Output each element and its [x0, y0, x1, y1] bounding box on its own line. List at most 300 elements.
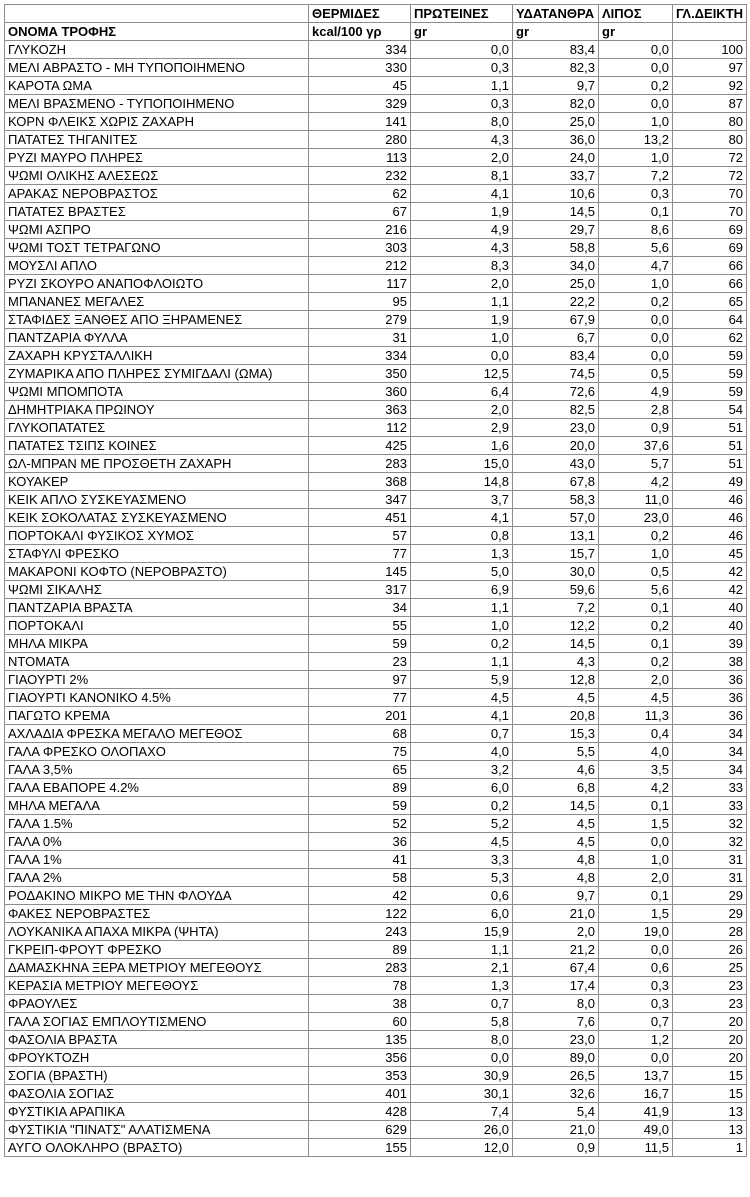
carbs-cell[interactable]: 15,7 [513, 545, 599, 563]
carbs-cell[interactable]: 67,4 [513, 959, 599, 977]
carbs-cell[interactable]: 17,4 [513, 977, 599, 995]
carbs-cell[interactable]: 4,8 [513, 869, 599, 887]
glycemic-index-cell[interactable]: 46 [673, 527, 747, 545]
protein-cell[interactable]: 1,1 [411, 77, 513, 95]
fat-cell[interactable]: 0,2 [599, 293, 673, 311]
glycemic-index-cell[interactable]: 42 [673, 563, 747, 581]
protein-cell[interactable]: 26,0 [411, 1121, 513, 1139]
glycemic-index-cell[interactable]: 40 [673, 599, 747, 617]
carbs-cell[interactable]: 67,8 [513, 473, 599, 491]
calories-cell[interactable]: 350 [309, 365, 411, 383]
fat-cell[interactable]: 0,1 [599, 203, 673, 221]
fat-cell[interactable]: 23,0 [599, 509, 673, 527]
carbs-cell[interactable]: 43,0 [513, 455, 599, 473]
glycemic-index-cell[interactable]: 59 [673, 383, 747, 401]
calories-cell[interactable]: 243 [309, 923, 411, 941]
fat-cell[interactable]: 1,0 [599, 851, 673, 869]
carbs-cell[interactable]: 23,0 [513, 1031, 599, 1049]
fat-cell[interactable]: 0,0 [599, 833, 673, 851]
fat-cell[interactable]: 11,3 [599, 707, 673, 725]
food-name-cell[interactable]: ΚΟΥΑΚΕΡ [5, 473, 309, 491]
protein-cell[interactable]: 15,0 [411, 455, 513, 473]
calories-cell[interactable]: 113 [309, 149, 411, 167]
fat-cell[interactable]: 0,2 [599, 617, 673, 635]
calories-cell[interactable]: 97 [309, 671, 411, 689]
carbs-cell[interactable]: 32,6 [513, 1085, 599, 1103]
calories-cell[interactable]: 141 [309, 113, 411, 131]
carbs-cell[interactable]: 21,0 [513, 905, 599, 923]
calories-cell[interactable]: 122 [309, 905, 411, 923]
carbs-cell[interactable]: 58,3 [513, 491, 599, 509]
calories-cell[interactable]: 89 [309, 779, 411, 797]
fat-cell[interactable]: 1,0 [599, 275, 673, 293]
calories-cell[interactable]: 77 [309, 545, 411, 563]
calories-cell[interactable]: 57 [309, 527, 411, 545]
protein-cell[interactable]: 4,1 [411, 509, 513, 527]
fat-cell[interactable]: 4,0 [599, 743, 673, 761]
calories-cell[interactable]: 356 [309, 1049, 411, 1067]
calories-cell[interactable]: 112 [309, 419, 411, 437]
calories-cell[interactable]: 368 [309, 473, 411, 491]
fat-cell[interactable]: 1,0 [599, 113, 673, 131]
glycemic-index-cell[interactable]: 70 [673, 185, 747, 203]
calories-cell[interactable]: 135 [309, 1031, 411, 1049]
glycemic-index-cell[interactable]: 51 [673, 419, 747, 437]
carbs-cell[interactable]: 14,5 [513, 635, 599, 653]
carbs-cell[interactable]: 74,5 [513, 365, 599, 383]
protein-cell[interactable]: 0,0 [411, 1049, 513, 1067]
glycemic-index-cell[interactable]: 33 [673, 779, 747, 797]
fat-cell[interactable]: 3,5 [599, 761, 673, 779]
carbs-cell[interactable]: 13,1 [513, 527, 599, 545]
glycemic-index-cell[interactable]: 97 [673, 59, 747, 77]
glycemic-index-cell[interactable]: 59 [673, 347, 747, 365]
glycemic-index-cell[interactable]: 34 [673, 743, 747, 761]
protein-cell[interactable]: 0,7 [411, 725, 513, 743]
carbs-cell[interactable]: 21,0 [513, 1121, 599, 1139]
food-name-cell[interactable]: ΠΑΤΑΤΕΣ ΒΡΑΣΤΕΣ [5, 203, 309, 221]
calories-cell[interactable]: 78 [309, 977, 411, 995]
carbs-cell[interactable]: 58,8 [513, 239, 599, 257]
glycemic-index-cell[interactable]: 15 [673, 1067, 747, 1085]
glycemic-index-cell[interactable]: 65 [673, 293, 747, 311]
glycemic-index-cell[interactable]: 72 [673, 149, 747, 167]
food-name-cell[interactable]: ΓΑΛΑ ΦΡΕΣΚΟ ΟΛΟΠΑΧΟ [5, 743, 309, 761]
fat-cell[interactable]: 11,5 [599, 1139, 673, 1157]
fat-cell[interactable]: 0,0 [599, 941, 673, 959]
protein-cell[interactable]: 8,0 [411, 1031, 513, 1049]
carbs-cell[interactable]: 9,7 [513, 887, 599, 905]
calories-cell[interactable]: 41 [309, 851, 411, 869]
glycemic-index-cell[interactable]: 13 [673, 1121, 747, 1139]
glycemic-index-cell[interactable]: 20 [673, 1031, 747, 1049]
calories-cell[interactable]: 317 [309, 581, 411, 599]
carbs-cell[interactable]: 4,6 [513, 761, 599, 779]
glycemic-index-cell[interactable]: 36 [673, 671, 747, 689]
calories-cell[interactable]: 283 [309, 959, 411, 977]
protein-cell[interactable]: 1,3 [411, 977, 513, 995]
fat-cell[interactable]: 19,0 [599, 923, 673, 941]
calories-cell[interactable]: 52 [309, 815, 411, 833]
fat-cell[interactable]: 0,2 [599, 653, 673, 671]
food-name-cell[interactable]: ΓΑΛΑ 0% [5, 833, 309, 851]
protein-cell[interactable]: 5,8 [411, 1013, 513, 1031]
protein-cell[interactable]: 1,9 [411, 203, 513, 221]
food-name-cell[interactable]: ΓΛΥΚΟΖΗ [5, 41, 309, 59]
protein-cell[interactable]: 1,0 [411, 329, 513, 347]
calories-cell[interactable]: 401 [309, 1085, 411, 1103]
protein-cell[interactable]: 12,0 [411, 1139, 513, 1157]
glycemic-index-cell[interactable]: 69 [673, 239, 747, 257]
calories-cell[interactable]: 75 [309, 743, 411, 761]
food-name-cell[interactable]: ΚΟΡΝ ΦΛΕΙΚΣ ΧΩΡΙΣ ΖΑΧΑΡΗ [5, 113, 309, 131]
glycemic-index-cell[interactable]: 80 [673, 113, 747, 131]
glycemic-index-cell[interactable]: 66 [673, 257, 747, 275]
protein-cell[interactable]: 14,8 [411, 473, 513, 491]
fat-cell[interactable]: 0,5 [599, 365, 673, 383]
protein-cell[interactable]: 30,9 [411, 1067, 513, 1085]
carbs-cell[interactable]: 67,9 [513, 311, 599, 329]
glycemic-index-cell[interactable]: 42 [673, 581, 747, 599]
fat-cell[interactable]: 0,2 [599, 77, 673, 95]
carbs-cell[interactable]: 89,0 [513, 1049, 599, 1067]
food-name-cell[interactable]: ΜΕΛΙ ΑΒΡΑΣΤΟ - ΜΗ ΤΥΠΟΠΟΙΗΜΕΝΟ [5, 59, 309, 77]
carbs-cell[interactable]: 12,2 [513, 617, 599, 635]
carbs-cell[interactable]: 20,0 [513, 437, 599, 455]
food-name-cell[interactable]: ΜΗΛΑ ΜΙΚΡΑ [5, 635, 309, 653]
glycemic-index-cell[interactable]: 28 [673, 923, 747, 941]
protein-cell[interactable]: 30,1 [411, 1085, 513, 1103]
calories-cell[interactable]: 279 [309, 311, 411, 329]
protein-cell[interactable]: 0,6 [411, 887, 513, 905]
glycemic-index-cell[interactable]: 70 [673, 203, 747, 221]
carbs-cell[interactable]: 83,4 [513, 41, 599, 59]
header-cell-food-name[interactable]: ΟΝΟΜΑ ΤΡΟΦΗΣ [5, 23, 309, 41]
header-cell[interactable] [5, 5, 309, 23]
glycemic-index-cell[interactable]: 64 [673, 311, 747, 329]
glycemic-index-cell[interactable]: 36 [673, 689, 747, 707]
fat-cell[interactable]: 0,0 [599, 311, 673, 329]
protein-cell[interactable]: 1,3 [411, 545, 513, 563]
header-cell-unit-gr[interactable]: gr [599, 23, 673, 41]
carbs-cell[interactable]: 5,5 [513, 743, 599, 761]
fat-cell[interactable]: 0,7 [599, 1013, 673, 1031]
protein-cell[interactable]: 1,1 [411, 653, 513, 671]
calories-cell[interactable]: 23 [309, 653, 411, 671]
food-name-cell[interactable]: ΣΤΑΦΥΛΙ ΦΡΕΣΚΟ [5, 545, 309, 563]
glycemic-index-cell[interactable]: 62 [673, 329, 747, 347]
glycemic-index-cell[interactable]: 45 [673, 545, 747, 563]
calories-cell[interactable]: 283 [309, 455, 411, 473]
carbs-cell[interactable]: 4,5 [513, 689, 599, 707]
calories-cell[interactable]: 117 [309, 275, 411, 293]
food-name-cell[interactable]: ΦΥΣΤΙΚΙΑ "ΠΙΝΑΤΣ" ΑΛΑΤΙΣΜΕΝΑ [5, 1121, 309, 1139]
protein-cell[interactable]: 5,2 [411, 815, 513, 833]
carbs-cell[interactable]: 20,8 [513, 707, 599, 725]
food-name-cell[interactable]: ΝΤΟΜΑΤΑ [5, 653, 309, 671]
food-name-cell[interactable]: ΓΑΛΑ ΕΒΑΠΟΡΕ 4.2% [5, 779, 309, 797]
food-name-cell[interactable]: ΨΩΜΙ ΟΛΙΚΗΣ ΑΛΕΣΕΩΣ [5, 167, 309, 185]
protein-cell[interactable]: 2,0 [411, 275, 513, 293]
food-name-cell[interactable]: ΔΑΜΑΣΚΗΝΑ ΞΕΡΑ ΜΕΤΡΙΟΥ ΜΕΓΕΘΟΥΣ [5, 959, 309, 977]
protein-cell[interactable]: 2,0 [411, 149, 513, 167]
food-name-cell[interactable]: ΩΛ-ΜΠΡΑΝ ΜΕ ΠΡΟΣΘΕΤΗ ΖΑΧΑΡΗ [5, 455, 309, 473]
food-name-cell[interactable]: ΜΑΚΑΡΟΝΙ ΚΟΦΤΟ (ΝΕΡΟΒΡΑΣΤΟ) [5, 563, 309, 581]
carbs-cell[interactable]: 25,0 [513, 113, 599, 131]
fat-cell[interactable]: 49,0 [599, 1121, 673, 1139]
glycemic-index-cell[interactable]: 26 [673, 941, 747, 959]
glycemic-index-cell[interactable]: 49 [673, 473, 747, 491]
glycemic-index-cell[interactable]: 59 [673, 365, 747, 383]
glycemic-index-cell[interactable]: 40 [673, 617, 747, 635]
fat-cell[interactable]: 4,9 [599, 383, 673, 401]
food-name-cell[interactable]: ΨΩΜΙ ΣΙΚΑΛΗΣ [5, 581, 309, 599]
glycemic-index-cell[interactable]: 25 [673, 959, 747, 977]
protein-cell[interactable]: 0,2 [411, 797, 513, 815]
header-cell-unit-gr[interactable]: gr [411, 23, 513, 41]
food-name-cell[interactable]: ΦΡΟΥΚΤΟΖΗ [5, 1049, 309, 1067]
food-name-cell[interactable]: ΑΥΓΟ ΟΛΟΚΛΗΡΟ (ΒΡΑΣΤΟ) [5, 1139, 309, 1157]
glycemic-index-cell[interactable]: 38 [673, 653, 747, 671]
protein-cell[interactable]: 6,4 [411, 383, 513, 401]
food-name-cell[interactable]: ΣΟΓΙΑ (ΒΡΑΣΤΗ) [5, 1067, 309, 1085]
fat-cell[interactable]: 0,1 [599, 887, 673, 905]
header-cell-glycemic-index[interactable]: ΓΛ.ΔΕΙΚΤΗ [673, 5, 747, 23]
food-name-cell[interactable]: ΜΕΛΙ ΒΡΑΣΜΕΝΟ - ΤΥΠΟΠΟΙΗΜΕΝΟ [5, 95, 309, 113]
carbs-cell[interactable]: 23,0 [513, 419, 599, 437]
glycemic-index-cell[interactable]: 20 [673, 1013, 747, 1031]
protein-cell[interactable]: 5,0 [411, 563, 513, 581]
glycemic-index-cell[interactable]: 46 [673, 509, 747, 527]
calories-cell[interactable]: 353 [309, 1067, 411, 1085]
protein-cell[interactable]: 4,9 [411, 221, 513, 239]
fat-cell[interactable]: 1,5 [599, 815, 673, 833]
protein-cell[interactable]: 3,2 [411, 761, 513, 779]
protein-cell[interactable]: 5,3 [411, 869, 513, 887]
calories-cell[interactable]: 232 [309, 167, 411, 185]
fat-cell[interactable]: 16,7 [599, 1085, 673, 1103]
protein-cell[interactable]: 4,5 [411, 833, 513, 851]
food-name-cell[interactable]: ΠΟΡΤΟΚΑΛΙ ΦΥΣΙΚΟΣ ΧΥΜΟΣ [5, 527, 309, 545]
glycemic-index-cell[interactable]: 15 [673, 1085, 747, 1103]
fat-cell[interactable]: 5,7 [599, 455, 673, 473]
calories-cell[interactable]: 363 [309, 401, 411, 419]
carbs-cell[interactable]: 21,2 [513, 941, 599, 959]
protein-cell[interactable]: 7,4 [411, 1103, 513, 1121]
carbs-cell[interactable]: 82,3 [513, 59, 599, 77]
carbs-cell[interactable]: 6,8 [513, 779, 599, 797]
calories-cell[interactable]: 65 [309, 761, 411, 779]
carbs-cell[interactable]: 4,8 [513, 851, 599, 869]
glycemic-index-cell[interactable]: 34 [673, 725, 747, 743]
food-name-cell[interactable]: ΜΟΥΣΛΙ ΑΠΛΟ [5, 257, 309, 275]
carbs-cell[interactable]: 36,0 [513, 131, 599, 149]
protein-cell[interactable]: 1,1 [411, 293, 513, 311]
glycemic-index-cell[interactable]: 100 [673, 41, 747, 59]
glycemic-index-cell[interactable]: 92 [673, 77, 747, 95]
calories-cell[interactable]: 45 [309, 77, 411, 95]
fat-cell[interactable]: 0,2 [599, 527, 673, 545]
food-name-cell[interactable]: ΡΟΔΑΚΙΝΟ ΜΙΚΡΟ ΜΕ ΤΗΝ ΦΛΟΥΔΑ [5, 887, 309, 905]
calories-cell[interactable]: 67 [309, 203, 411, 221]
fat-cell[interactable]: 0,5 [599, 563, 673, 581]
glycemic-index-cell[interactable]: 66 [673, 275, 747, 293]
carbs-cell[interactable]: 24,0 [513, 149, 599, 167]
protein-cell[interactable]: 8,3 [411, 257, 513, 275]
food-name-cell[interactable]: ΚΕΡΑΣΙΑ ΜΕΤΡΙΟΥ ΜΕΓΕΘΟΥΣ [5, 977, 309, 995]
carbs-cell[interactable]: 25,0 [513, 275, 599, 293]
header-cell-carbs[interactable]: ΥΔΑΤΑΝΘΡΑ [513, 5, 599, 23]
food-name-cell[interactable]: ΣΤΑΦΙΔΕΣ ΞΑΝΘΕΣ ΑΠΟ ΞΗΡΑΜΕΝΕΣ [5, 311, 309, 329]
food-name-cell[interactable]: ΠΑΤΑΤΕΣ ΤΗΓΑΝΙΤΕΣ [5, 131, 309, 149]
protein-cell[interactable]: 4,5 [411, 689, 513, 707]
glycemic-index-cell[interactable]: 13 [673, 1103, 747, 1121]
carbs-cell[interactable]: 34,0 [513, 257, 599, 275]
protein-cell[interactable]: 0,2 [411, 635, 513, 653]
glycemic-index-cell[interactable]: 23 [673, 995, 747, 1013]
protein-cell[interactable]: 4,1 [411, 185, 513, 203]
carbs-cell[interactable]: 57,0 [513, 509, 599, 527]
protein-cell[interactable]: 1,6 [411, 437, 513, 455]
fat-cell[interactable]: 5,6 [599, 581, 673, 599]
glycemic-index-cell[interactable]: 33 [673, 797, 747, 815]
food-name-cell[interactable]: ΚΕΙΚ ΑΠΛΟ ΣΥΣΚΕΥΑΣΜΕΝΟ [5, 491, 309, 509]
calories-cell[interactable]: 428 [309, 1103, 411, 1121]
food-name-cell[interactable]: ΠΑΝΤΖΑΡΙΑ ΒΡΑΣΤΑ [5, 599, 309, 617]
calories-cell[interactable]: 216 [309, 221, 411, 239]
protein-cell[interactable]: 6,0 [411, 779, 513, 797]
protein-cell[interactable]: 8,1 [411, 167, 513, 185]
fat-cell[interactable]: 1,0 [599, 149, 673, 167]
food-name-cell[interactable]: ΓΙΑΟΥΡΤΙ ΚΑΝΟΝΙΚΟ 4.5% [5, 689, 309, 707]
food-name-cell[interactable]: ΠΑΝΤΖΑΡΙΑ ΦΥΛΛΑ [5, 329, 309, 347]
fat-cell[interactable]: 1,2 [599, 1031, 673, 1049]
protein-cell[interactable]: 1,1 [411, 941, 513, 959]
calories-cell[interactable]: 155 [309, 1139, 411, 1157]
protein-cell[interactable]: 1,1 [411, 599, 513, 617]
food-name-cell[interactable]: ΚΑΡΟΤΑ ΩΜΑ [5, 77, 309, 95]
calories-cell[interactable]: 280 [309, 131, 411, 149]
calories-cell[interactable]: 77 [309, 689, 411, 707]
carbs-cell[interactable]: 0,9 [513, 1139, 599, 1157]
calories-cell[interactable]: 31 [309, 329, 411, 347]
calories-cell[interactable]: 360 [309, 383, 411, 401]
calories-cell[interactable]: 68 [309, 725, 411, 743]
calories-cell[interactable]: 34 [309, 599, 411, 617]
protein-cell[interactable]: 0,0 [411, 41, 513, 59]
protein-cell[interactable]: 4,0 [411, 743, 513, 761]
calories-cell[interactable]: 62 [309, 185, 411, 203]
protein-cell[interactable]: 5,9 [411, 671, 513, 689]
carbs-cell[interactable]: 14,5 [513, 797, 599, 815]
fat-cell[interactable]: 0,1 [599, 797, 673, 815]
food-name-cell[interactable]: ΓΛΥΚΟΠΑΤΑΤΕΣ [5, 419, 309, 437]
fat-cell[interactable]: 0,0 [599, 95, 673, 113]
calories-cell[interactable]: 60 [309, 1013, 411, 1031]
header-cell-fat[interactable]: ΛΙΠΟΣ [599, 5, 673, 23]
protein-cell[interactable]: 0,3 [411, 59, 513, 77]
food-name-cell[interactable]: ΚΕΙΚ ΣΟΚΟΛΑΤΑΣ ΣΥΣΚΕΥΑΣΜΕΝΟ [5, 509, 309, 527]
protein-cell[interactable]: 1,9 [411, 311, 513, 329]
header-cell[interactable] [673, 23, 747, 41]
fat-cell[interactable]: 4,2 [599, 779, 673, 797]
carbs-cell[interactable]: 82,5 [513, 401, 599, 419]
food-name-cell[interactable]: ΠΑΤΑΤΕΣ ΤΣΙΠΣ ΚΟΙΝΕΣ [5, 437, 309, 455]
protein-cell[interactable]: 4,3 [411, 239, 513, 257]
food-name-cell[interactable]: ΦΑΣΟΛΙΑ ΣΟΓΙΑΣ [5, 1085, 309, 1103]
fat-cell[interactable]: 0,4 [599, 725, 673, 743]
fat-cell[interactable]: 0,9 [599, 419, 673, 437]
fat-cell[interactable]: 7,2 [599, 167, 673, 185]
calories-cell[interactable]: 55 [309, 617, 411, 635]
header-cell-calories[interactable]: ΘΕΡΜΙΔΕΣ [309, 5, 411, 23]
calories-cell[interactable]: 334 [309, 347, 411, 365]
protein-cell[interactable]: 1,0 [411, 617, 513, 635]
header-cell-unit-kcal[interactable]: kcal/100 γρ [309, 23, 411, 41]
glycemic-index-cell[interactable]: 23 [673, 977, 747, 995]
glycemic-index-cell[interactable]: 51 [673, 455, 747, 473]
food-name-cell[interactable]: ΖΑΧΑΡΗ ΚΡΥΣΤΑΛΛΙΚΗ [5, 347, 309, 365]
protein-cell[interactable]: 0,7 [411, 995, 513, 1013]
protein-cell[interactable]: 8,0 [411, 113, 513, 131]
calories-cell[interactable]: 330 [309, 59, 411, 77]
fat-cell[interactable]: 0,3 [599, 185, 673, 203]
carbs-cell[interactable]: 4,5 [513, 833, 599, 851]
glycemic-index-cell[interactable]: 39 [673, 635, 747, 653]
carbs-cell[interactable]: 29,7 [513, 221, 599, 239]
glycemic-index-cell[interactable]: 46 [673, 491, 747, 509]
carbs-cell[interactable]: 14,5 [513, 203, 599, 221]
carbs-cell[interactable]: 15,3 [513, 725, 599, 743]
fat-cell[interactable]: 0,0 [599, 1049, 673, 1067]
food-name-cell[interactable]: ΛΟΥΚΑΝΙΚΑ ΑΠΑΧΑ ΜΙΚΡΑ (ΨΗΤΑ) [5, 923, 309, 941]
fat-cell[interactable]: 0,0 [599, 347, 673, 365]
protein-cell[interactable]: 2,1 [411, 959, 513, 977]
protein-cell[interactable]: 4,1 [411, 707, 513, 725]
glycemic-index-cell[interactable]: 80 [673, 131, 747, 149]
carbs-cell[interactable]: 12,8 [513, 671, 599, 689]
fat-cell[interactable]: 8,6 [599, 221, 673, 239]
food-name-cell[interactable]: ΨΩΜΙ ΤΟΣΤ ΤΕΤΡΑΓΩΝΟ [5, 239, 309, 257]
fat-cell[interactable]: 0,1 [599, 635, 673, 653]
fat-cell[interactable]: 2,0 [599, 869, 673, 887]
calories-cell[interactable]: 145 [309, 563, 411, 581]
calories-cell[interactable]: 38 [309, 995, 411, 1013]
fat-cell[interactable]: 4,7 [599, 257, 673, 275]
protein-cell[interactable]: 4,3 [411, 131, 513, 149]
food-name-cell[interactable]: ΓΑΛΑ 1.5% [5, 815, 309, 833]
fat-cell[interactable]: 13,7 [599, 1067, 673, 1085]
carbs-cell[interactable]: 4,5 [513, 815, 599, 833]
food-name-cell[interactable]: ΖΥΜΑΡΙΚΑ ΑΠΟ ΠΛΗΡΕΣ ΣΥΜΙΓΔΑΛΙ (ΩΜΑ) [5, 365, 309, 383]
carbs-cell[interactable]: 4,3 [513, 653, 599, 671]
fat-cell[interactable]: 41,9 [599, 1103, 673, 1121]
carbs-cell[interactable]: 7,6 [513, 1013, 599, 1031]
glycemic-index-cell[interactable]: 31 [673, 869, 747, 887]
protein-cell[interactable]: 0,0 [411, 347, 513, 365]
calories-cell[interactable]: 36 [309, 833, 411, 851]
fat-cell[interactable]: 0,3 [599, 995, 673, 1013]
carbs-cell[interactable]: 59,6 [513, 581, 599, 599]
fat-cell[interactable]: 5,6 [599, 239, 673, 257]
protein-cell[interactable]: 2,9 [411, 419, 513, 437]
protein-cell[interactable]: 3,3 [411, 851, 513, 869]
food-name-cell[interactable]: ΓΚΡΕΙΠ-ΦΡΟΥΤ ΦΡΕΣΚΟ [5, 941, 309, 959]
carbs-cell[interactable]: 9,7 [513, 77, 599, 95]
header-cell-protein[interactable]: ΠΡΩΤΕΙΝΕΣ [411, 5, 513, 23]
calories-cell[interactable]: 212 [309, 257, 411, 275]
calories-cell[interactable]: 334 [309, 41, 411, 59]
